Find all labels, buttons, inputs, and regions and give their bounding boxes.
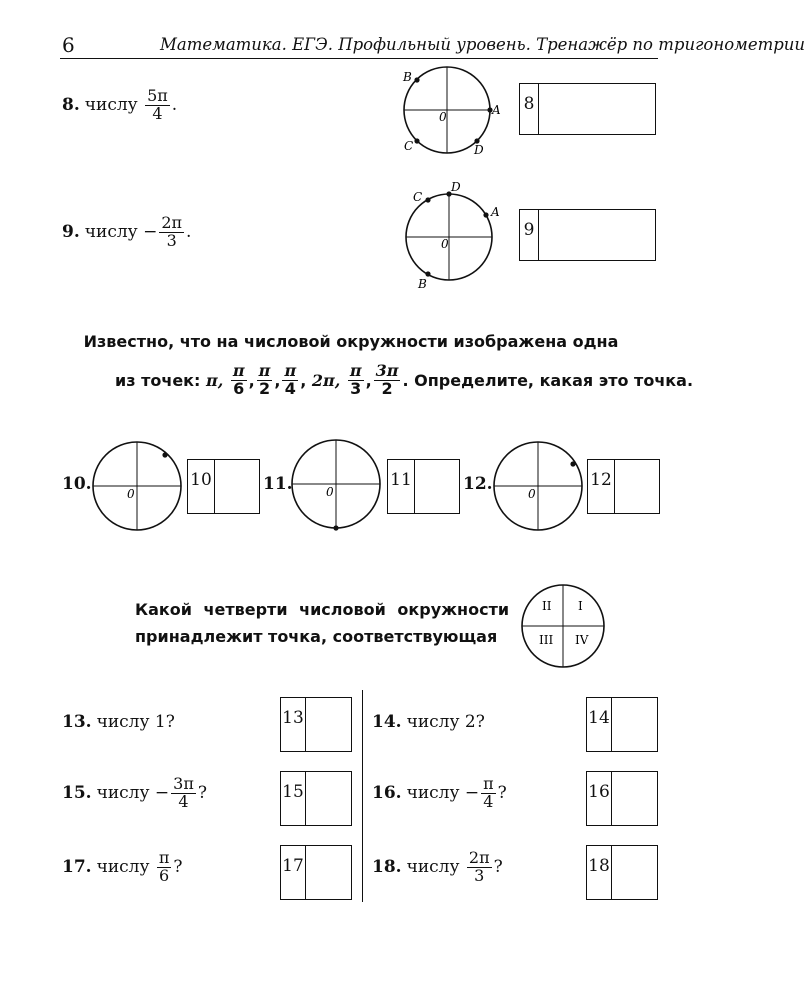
quadrant-label-ii: II [542, 599, 552, 613]
fraction-pi-6 [231, 363, 247, 398]
fraction-denominator: 4 [152, 103, 163, 123]
unit-circle-9 [395, 180, 510, 292]
point-label: A [491, 205, 500, 219]
comma: , [248, 370, 255, 390]
task-tail: ? [173, 857, 183, 878]
marked-point [162, 452, 167, 457]
point-b [414, 77, 419, 82]
fraction-numerator: 5π [147, 86, 168, 105]
unit-circle-10 [90, 440, 184, 534]
task-tail: ? [493, 857, 503, 878]
minus-sign: − [143, 222, 158, 243]
intro-line-1: Известно, что на числовой окружности изображена одна [83, 332, 619, 351]
answer-label: 17 [281, 846, 306, 899]
origin-label: 0 [127, 487, 135, 501]
fraction [467, 850, 492, 885]
point-label: A [492, 103, 501, 117]
task-text: числу [84, 95, 138, 116]
quadrant-circle [519, 583, 609, 671]
answer-label: 14 [587, 698, 612, 751]
task-17 [62, 850, 183, 885]
task-8 [62, 88, 177, 123]
point-c [414, 138, 419, 143]
task-number: 15. [62, 783, 92, 804]
answer-box-14[interactable] [586, 697, 658, 752]
point-a [483, 212, 488, 217]
task-number: 13. [62, 712, 92, 732]
quadrant-label-i: I [578, 599, 583, 613]
point-label: D [451, 180, 461, 194]
fraction-3pi-2 [374, 363, 401, 398]
point-b [425, 271, 430, 276]
task-tail: . [186, 222, 192, 243]
fraction-denominator: 6 [233, 378, 245, 398]
fraction-denominator: 2 [258, 378, 271, 398]
fraction-numerator: π [258, 361, 271, 380]
quarters-line-1: Какой четверти числовой окружности [135, 600, 510, 619]
minus-sign: − [154, 783, 170, 804]
answer-label: 15 [281, 772, 306, 825]
task-12-number: 12. [463, 474, 493, 494]
origin-label: 0 [439, 110, 447, 124]
answer-label: 10 [188, 460, 215, 513]
task-15 [62, 776, 207, 811]
task-text: числу [406, 857, 460, 878]
task-number: 9. [62, 222, 80, 243]
fraction [171, 776, 196, 811]
fraction [159, 215, 184, 250]
unit-circle-8 [395, 66, 510, 162]
point-label: C [404, 139, 414, 153]
fraction-numerator: 3π [375, 361, 399, 380]
answer-label: 13 [281, 698, 306, 751]
fraction-numerator: 2π [468, 848, 490, 867]
answer-box-9[interactable] [519, 209, 656, 261]
answer-box-8[interactable] [519, 83, 656, 135]
fraction-pi-3 [348, 363, 364, 398]
task-text: числу [406, 783, 460, 804]
intro-end: . Определите, какая это точка. [402, 370, 694, 390]
task-text: числу [96, 783, 150, 804]
origin-label: 0 [326, 485, 334, 499]
task-tail: ? [197, 783, 207, 804]
fraction-denominator: 3 [350, 378, 362, 398]
value-pi: π, [206, 370, 224, 390]
comma: , [274, 370, 281, 390]
fraction [145, 88, 170, 123]
fraction-numerator: π [284, 361, 297, 380]
point-label: B [418, 277, 427, 291]
point-label: D [474, 143, 484, 157]
answer-box-16[interactable] [586, 771, 658, 826]
task-18 [372, 850, 503, 885]
task-tail: ? [497, 783, 507, 804]
unit-circle-11 [290, 438, 384, 534]
task-14 [372, 712, 485, 732]
quadrant-label-iii: III [539, 633, 554, 647]
value-2pi: 2π, [311, 370, 341, 390]
marked-point [333, 525, 338, 530]
task-text: числу [96, 857, 150, 878]
fraction-denominator: 6 [159, 865, 170, 885]
column-divider [362, 690, 363, 902]
task-9 [62, 215, 191, 250]
page-number: 6 [62, 33, 75, 57]
fraction-denominator: 3 [474, 865, 485, 885]
comma: , [300, 370, 307, 390]
task-text: числу [84, 222, 138, 243]
fraction-pi-4 [282, 363, 298, 398]
minus-sign: − [464, 783, 480, 804]
answer-box-18[interactable] [586, 845, 658, 900]
answer-box-15[interactable] [280, 771, 352, 826]
answer-label: 8 [520, 84, 539, 134]
intro-line-2 [115, 363, 693, 398]
fraction [481, 776, 496, 811]
unit-circle-12 [491, 440, 585, 534]
fraction-numerator: π [158, 848, 170, 867]
point-label: B [403, 70, 412, 84]
task-number: 17. [62, 857, 92, 878]
fraction-numerator: 3π [173, 774, 194, 793]
marked-point [570, 461, 575, 466]
fraction-pi-2 [257, 363, 273, 398]
answer-label: 18 [587, 846, 612, 899]
task-number: 16. [372, 783, 402, 804]
fraction-denominator: 3 [166, 230, 177, 250]
fraction-denominator: 4 [178, 791, 189, 811]
running-title: Математика. ЕГЭ. Профильный уровень. Тренажёр по тригонометрии [160, 35, 805, 54]
task-text: числу 1? [96, 712, 175, 732]
fraction-numerator: π [349, 361, 362, 380]
fraction-denominator: 2 [381, 378, 393, 398]
origin-label: 0 [528, 487, 536, 501]
task-16 [372, 776, 507, 811]
fraction-numerator: π [232, 361, 245, 380]
fraction-denominator: 4 [483, 791, 494, 811]
fraction-numerator: 2π [161, 213, 183, 232]
header-rule [60, 58, 658, 59]
comma: , [365, 370, 372, 390]
task-11-number: 11. [263, 474, 293, 494]
task-text: числу 2? [406, 712, 485, 732]
answer-label: 12 [588, 460, 615, 513]
answer-label: 11 [388, 460, 415, 513]
task-number: 18. [372, 857, 402, 878]
task-10-number: 10. [62, 474, 92, 494]
answer-box-13[interactable] [280, 697, 352, 752]
fraction [157, 850, 172, 885]
fraction-denominator: 4 [284, 378, 296, 398]
intro-start: из точек: [115, 370, 201, 390]
answer-box-17[interactable] [280, 845, 352, 900]
answer-box-12[interactable] [587, 459, 660, 514]
origin-label: 0 [441, 237, 449, 251]
answer-label: 16 [587, 772, 612, 825]
point-c [425, 197, 430, 202]
answer-box-11[interactable] [387, 459, 460, 514]
quadrant-label-iv: IV [575, 633, 589, 647]
task-number: 14. [372, 712, 402, 732]
point-label: C [413, 190, 423, 204]
task-tail: . [171, 95, 178, 116]
quarters-line-2: принадлежит точка, соответствующая [135, 627, 498, 646]
answer-label: 9 [520, 210, 539, 260]
task-13 [62, 712, 175, 732]
answer-box-10[interactable] [187, 459, 260, 514]
fraction-numerator: π [483, 774, 494, 793]
task-number: 8. [62, 95, 80, 116]
